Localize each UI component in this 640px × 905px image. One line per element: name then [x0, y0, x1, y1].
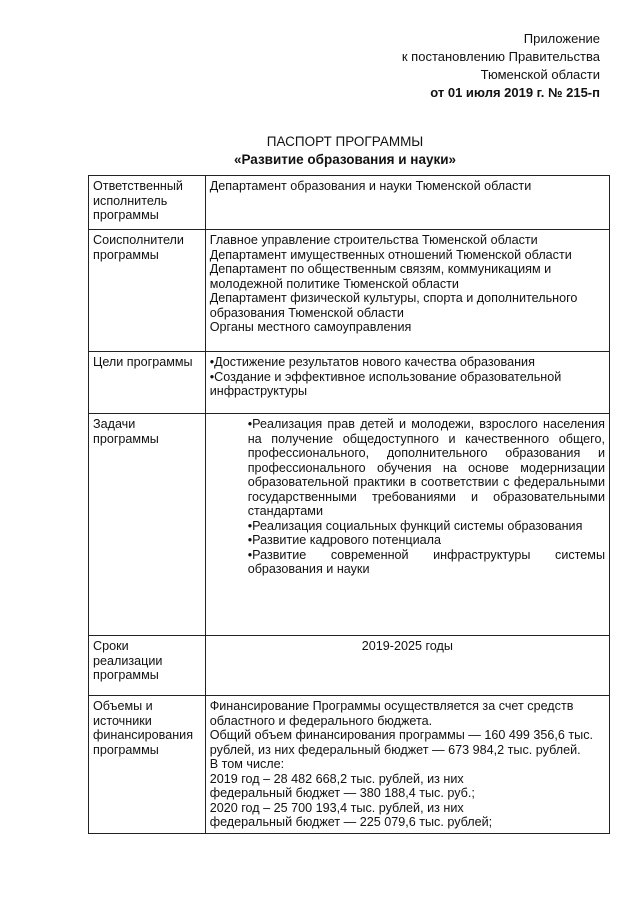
funding-line: Общий объем финансирования программы — 160 499 356,6 тыс. рублей, из них федеральный бюджет — 673 984,2 тыс. рублей. — [209, 728, 594, 757]
row-goals-value — [205, 352, 609, 414]
appendix-line-1: Приложение — [523, 31, 600, 46]
funding-line: федеральный бюджет — 380 188,4 тыс. руб.; — [209, 786, 475, 800]
row-terms-value: 2019-2025 годы — [205, 636, 609, 696]
co-executor-item: Департамент физической культуры, спорта и дополнительного образования Тюменской области — [209, 291, 578, 320]
appendix-date-number: от 01 июля 2019 г. № 215-п — [430, 85, 600, 100]
co-executor-item: Главное управление строительства Тюменской области — [209, 233, 538, 247]
row-co-executors-value — [205, 230, 609, 352]
task-item: •Реализация прав детей и молодежи, взрослого населения на получение общедоступного и качественного общего, профессионального, дополнительного образования и профессионального обучения на основе модернизации образовательной практики в соответствии с федеральными государственными требованиями и образовательными стандартами — [247, 417, 605, 518]
row-tasks-label: Задачи программы — [89, 414, 206, 636]
row-funding-value — [205, 696, 609, 834]
row-tasks — [89, 414, 610, 636]
co-executor-item: Департамент имущественных отношений Тюменской области — [209, 247, 572, 262]
appendix-header — [360, 30, 600, 102]
row-funding — [89, 696, 610, 834]
funding-line: В том числе: — [209, 757, 285, 771]
row-goals-label: Цели программы — [89, 352, 206, 414]
row-co-executors-label: Соисполнители программы — [89, 230, 206, 352]
goal-item: •Создание и эффективное использование образовательной инфраструктуры — [209, 369, 562, 398]
task-item: •Реализация социальных функций системы образования — [247, 518, 583, 533]
funding-line: Финансирование Программы осуществляется за счет средств областного и федерального бюджета. — [209, 699, 574, 728]
funding-line: федеральный бюджет — 225 079,6 тыс. рублей; — [209, 815, 493, 829]
funding-line: 2020 год – 25 700 193,4 тыс. рублей, из них — [209, 800, 464, 815]
row-terms-label: Сроки реализации программы — [89, 636, 206, 696]
row-goals — [89, 352, 610, 414]
row-terms — [89, 636, 610, 696]
program-passport-table — [88, 175, 610, 834]
goal-item: •Достижение результатов нового качества образования — [209, 355, 535, 369]
title-line-2: «Развитие образования и науки» — [233, 152, 457, 167]
task-item: •Развитие кадрового потенциала — [247, 533, 442, 547]
document-title — [0, 133, 640, 169]
row-executor-value: Департамент образования и науки Тюменской области — [205, 176, 609, 230]
row-executor-label: Ответственный исполнитель программы — [89, 176, 206, 230]
co-executor-item: Органы местного самоуправления — [209, 320, 412, 334]
appendix-line-2: к постановлению Правительства — [401, 49, 600, 64]
row-executor — [89, 176, 610, 230]
task-item: •Развитие современной инфраструктуры системы образования и науки — [247, 547, 605, 576]
row-funding-label: Объемы и источники финансирования программы — [89, 696, 206, 834]
row-co-executors — [89, 230, 610, 352]
co-executor-item: Департамент по общественным связям, коммуникациям и молодежной политике Тюменской области — [209, 262, 552, 291]
appendix-line-3: Тюменской области — [480, 67, 600, 82]
row-tasks-value — [205, 414, 609, 636]
funding-line: 2019 год – 28 482 668,2 тыс. рублей, из них — [209, 771, 464, 786]
title-line-1: ПАСПОРТ ПРОГРАММЫ — [266, 134, 424, 149]
